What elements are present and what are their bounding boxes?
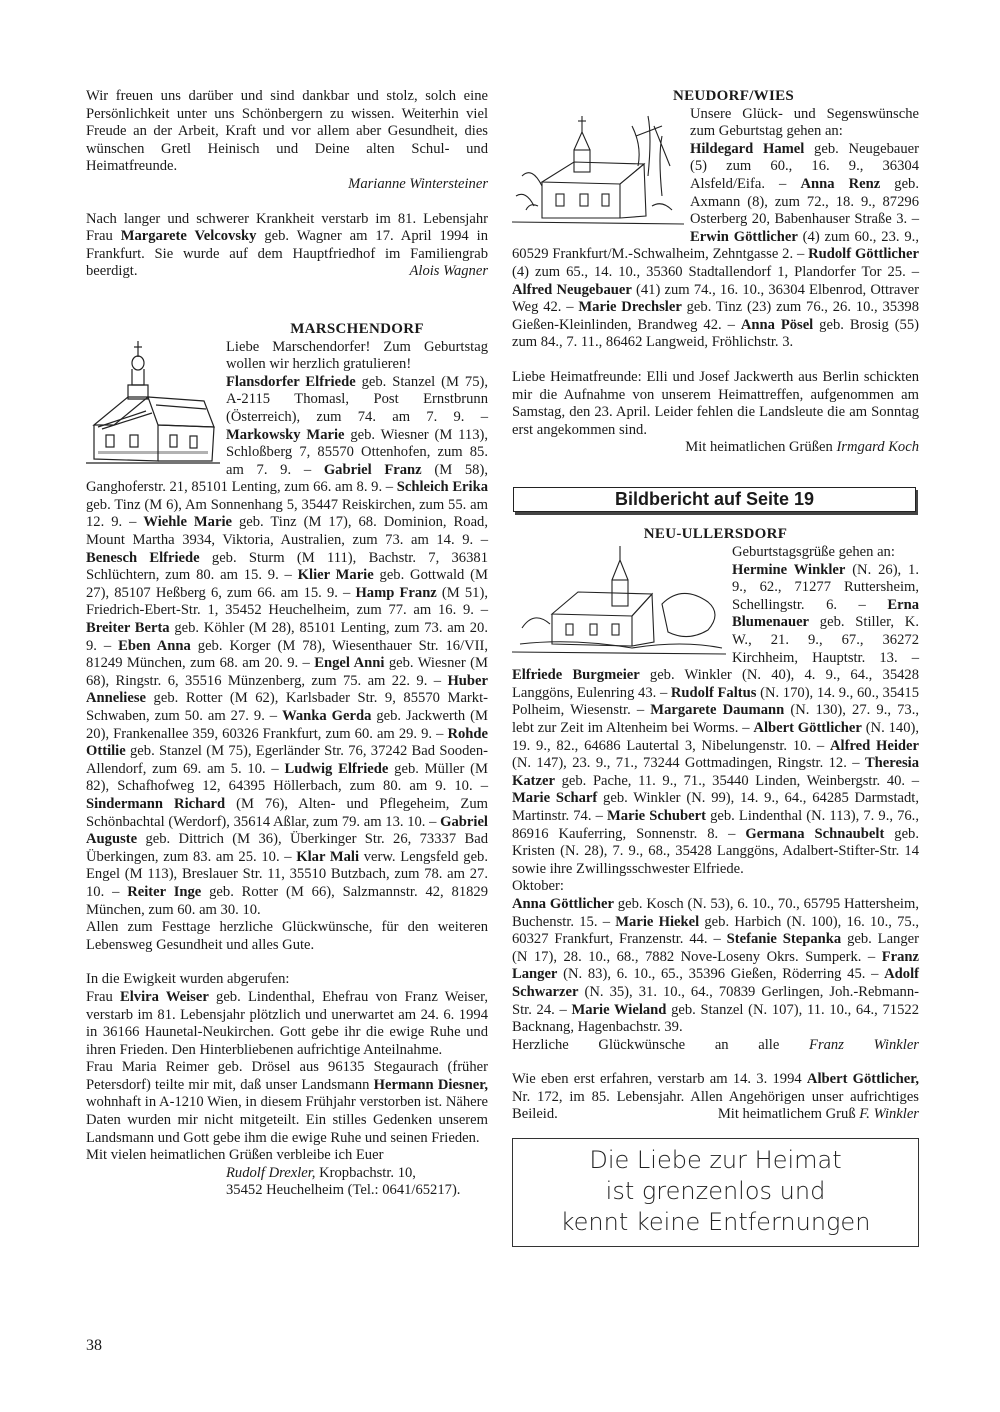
entry-details: geb. Gottwald (M 27), 85107 Heßberg 6, zum 66. am 15. 9. –: [86, 567, 488, 601]
entry-details: geb. Brosig (55) zum 84., 7. 11., 86462 Langweid, Fröhlichstr. 3.: [512, 316, 920, 351]
village-church-illustration-icon: [512, 106, 684, 230]
left-column: [86, 88, 488, 1200]
entry-details: (N. 83), 6. 10., 65., 35396 Gießen, Röderring 45. –: [557, 966, 885, 983]
entry-name: Elfriede Burgmeier: [512, 667, 640, 684]
obituary-weiser: Frau Elvira Weiser geb. Lindenthal, Ehefrau von Franz Weiser, verstarb im 81. Lebensjahr plötzlich und unerwartet am 24. 6. 1994 in 36166 Haunetal-Neukirchen. Gott gebe ihr die ewige Ruhe und ihren Frieden. Den Hinterbliebenen aufrichtige Anteilnahme.: [86, 988, 488, 1058]
entry-details: geb. Pache, 11. 9., 71., 35440 Linden, Weinbergstr. 40. –: [554, 772, 919, 789]
entry-details: (M 51), Friedrich-Ebert-Str. 1, 35452 Heuchelheim, zum 77. am 16. 9. –: [86, 584, 488, 619]
entry-details: geb. Köhler (M 28), 85101 Lenting, zum 73. am 20. 9. –: [86, 620, 488, 654]
entry-details: geb. Tinz (M 6), Am Sonnenhang 5, 35447 Reiskirchen, zum 55. am 12. 9. –: [86, 496, 488, 531]
motto-line-2: ist grenzenlos und: [605, 1177, 826, 1206]
entry-name: Markowsky Marie: [226, 426, 345, 443]
entry-details: (N. 147), 23. 9., 71., 73244 Gottmadingen, Ringstr. 12. –: [512, 755, 865, 772]
entry-details: geb. Lindenthal (N. 113), 7. 9., 76., 86916 Kauferring, Sonnenstr. 8. –: [512, 807, 919, 842]
jackwerth-note: Liebe Heimatfreunde: Elli und Josef Jackwerth aus Berlin schickten mir die Aufnahme von unserem Heimattreffen, aufgenommen am Samstag, den 23. April. Leider fehlen die Landsleute die am Sonntag erst angekommen sind.: [512, 368, 919, 438]
entry-details: geb. Dittrich (M 36), Überkinger Str. 26, 73337 Bad Überkingen, zum 83. am 25. 10. –: [86, 831, 488, 865]
entry-name: Theresia Katzer: [512, 755, 919, 789]
obituary-velcovsky: Nach langer und schwerer Krankheit verstarb im 81. Lebensjahr Frau Margarete Velcovsky geb. Wagner am 17. April 1994 in Frankfurt. Sie wurde auf dem Hauptfriedhof im Familiengrab beerdigt.: [86, 210, 488, 280]
entry-details: geb. Rotter (M 62), Karlsbader Str. 9, 85570 Markt-Schwaben, zum 50. am 27. 9. –: [86, 690, 488, 724]
entry-details: (N. 140), 19. 9., 82., 64686 Lautertal 3, Nibelungenstr. 10. –: [512, 720, 919, 754]
marschendorf-section: [86, 339, 488, 920]
entry-name: Hildegard Hamel: [690, 140, 805, 157]
marschendorf-wish: Allen zum Festtage herzliche Glückwünsche, für den weiteren Lebensweg Gesundheit und alles Gute.: [86, 919, 488, 953]
entry-details: geb. Kosch (N. 53), 6. 10., 70., 65795 Hattersheim, Buchenstr. 15. –: [512, 895, 919, 930]
entry-details: geb. Axmann (8), zum 72., 18. 9., 87296 Osterberg 20, Babenhauser Straße 3. –: [690, 175, 920, 228]
motto-line-1: Die Liebe zur Heimat: [589, 1146, 842, 1175]
entry-name: Margarete Daumann: [650, 702, 785, 719]
neu-ullersdorf-heading: NEU-ULLERSDORF: [643, 526, 788, 543]
entry-name: Hamp Franz: [355, 584, 437, 601]
entry-name: Rudolf Faltus: [670, 684, 757, 701]
entry-name: Klier Marie: [297, 567, 374, 584]
entry-name: Erwin Göttlicher: [690, 228, 798, 245]
entry-details: geb. Korger (M 78), Wiesenthauer Str. 16/VII, 81249 München, zum 68. am 20. 9. –: [86, 637, 489, 672]
neudorf-section: [512, 106, 919, 352]
neudorf-intro: Unsere Glück- und Segenswünsche zum Geburtstag gehen an:: [690, 105, 919, 140]
entry-name: Klar Mali: [296, 848, 360, 865]
motto-box: [512, 1138, 919, 1247]
entry-name: Germana Schnaubelt: [745, 825, 885, 842]
entry-details: geb. Sturm (M 111), Bachstr. 7, 36381 Schlüchtern, zum 80. am 15. 9. –: [86, 549, 488, 584]
entry-name: Huber Anneliese: [86, 672, 488, 707]
neu-ullersdorf-section: [512, 544, 919, 878]
entry-details: geb. Stanzel (M 75), Egerländer Str. 76, 37242 Bad Sooden-Allendorf, zum 69. am 5. 10. –: [86, 743, 488, 777]
page-number: 38: [86, 1337, 102, 1354]
entry-name: Hermine Winkler: [732, 561, 846, 578]
entry-details: geb. Winkler (N. 99), 14. 9., 64., 64285 Darmstadt, Martinstr. 74. –: [512, 790, 919, 824]
entry-name: Marie Hiekel: [615, 913, 700, 930]
entry-details: geb. Müller (M 82), Schafhofweg 12, 64395 Höllerbach, zum 80. am 9. 10. –: [86, 760, 488, 795]
bildbericht-banner: Bildbericht auf Seite 19: [513, 487, 916, 513]
ewigkeit-title: In die Ewigkeit wurden abgerufen:: [86, 971, 290, 988]
entry-name: Wiehle Marie: [143, 514, 232, 531]
entry-name: Marie Schubert: [607, 807, 706, 824]
entry-name: Anna Pösel: [740, 316, 814, 333]
entry-name: Alfred Neugebauer: [512, 281, 632, 298]
entry-name: Benesch Elfriede: [86, 549, 200, 566]
entry-name: Rohde Ottilie: [86, 725, 488, 760]
church-illustration-icon: [86, 339, 220, 467]
entry-name: Anna Renz: [800, 175, 881, 192]
entry-details: geb. Harbich (N. 100), 16. 10., 75., 60327 Frankfurt, Franzenstr. 44. –: [512, 913, 919, 948]
entry-details: (N. 170), 14. 9., 60., 35415 Polheim, Wiesenstr. –: [512, 684, 920, 719]
closing-address: 35452 Heuchelheim (Tel.: 0641/65217).: [226, 1182, 461, 1199]
entry-name: Flansdorfer Elfriede: [226, 373, 356, 390]
entry-details: geb. Tinz (M 17), 68. Dominion, Road, Mount Martha 3934, Viktoria, Australien, zum 73. am 14. 9. –: [86, 514, 488, 549]
entry-details: geb. Wiesner (M 68), Ringstr. 6, 35516 Münzenberg, zum 75. am 22. 9. –: [86, 655, 488, 689]
entry-details: geb. Stanzel (N. 107), 11. 10., 64., 71522 Backnang, Hagenbachstr. 39.: [512, 1001, 919, 1036]
entry-name: Wanka Gerda: [282, 708, 372, 724]
signature-wagner: Alois Wagner: [409, 263, 488, 280]
entry-name: Gabriel Franz: [323, 461, 422, 478]
entry-name: Albert Göttlicher: [753, 720, 862, 736]
entry-name: Schleich Erika: [396, 479, 488, 496]
marschendorf-intro: Liebe Marschendorfer! Zum Geburtstag wollen wir herzlich gratulieren!: [226, 338, 488, 373]
entry-details: (N. 26), 1. 9., 62., 71277 Ruttersheim, Schellingstr. 6. –: [732, 561, 920, 613]
entry-details: (41) zum 74., 16. 10., 36304 Elbenrod, Ottraver Weg 42. –: [512, 281, 919, 316]
closing-line: Mit vielen heimatlichen Grüßen verbleibe ich Euer: [86, 1147, 384, 1164]
entry-details: geb. Neugebauer (5) zum 60., 16. 9., 36304 Alsfeld/Eifa. –: [690, 140, 919, 192]
entry-details: (N. 35), 31. 10., 64., 70839 Gerlingen, Joh.-Rebmann-Str. 24. –: [512, 983, 919, 1018]
koch-signature: Mit heimatlichen Grüßen Irmgard Koch: [685, 439, 919, 456]
nu-wish: Herzliche Glückwünsche an alle Franz Winkler: [512, 1036, 919, 1053]
entry-details: geb. Wiesner (M 113), Schloßberg 7, 85570 Ottenhofen, zum 85. am 7. 9. –: [226, 426, 489, 478]
closing-signature: Rudolf Drexler, Kropbachstr. 10,: [226, 1164, 416, 1181]
entry-details: geb. Rotter (M 66), Salzmannstr. 42, 81829 München, zum 60. am 30. 10.: [86, 883, 489, 918]
oktober-list: [512, 896, 919, 1037]
oktober-label: Oktober:: [512, 878, 564, 895]
late-obituary: Wie eben erst erfahren, verstarb am 14. 3. 1994 Albert Göttlicher, Nr. 172, im 85. Lebensjahr. Allen Angehörigen unser aufrichtiges Beileid. Mit heimatlichem Gruß F. Winkler: [512, 1071, 919, 1123]
right-column: [512, 88, 919, 1247]
entry-name: Gabriel Auguste: [86, 813, 488, 848]
entry-name: Rudolf Göttlicher: [808, 246, 919, 263]
entry-name: Reiter Inge: [127, 883, 202, 900]
neudorf-heading: NEUDORF/WIES: [672, 88, 795, 104]
entry-details: (N. 130), 27. 9., 73., lebt zur Zeit im Altenheim bei Worms. –: [512, 702, 919, 736]
entry-name: Anna Göttlicher: [512, 895, 614, 912]
entry-name: Breiter Berta: [86, 620, 170, 637]
entry-name: Engel Anni: [314, 655, 385, 672]
entry-name: Adolf Schwarzer: [512, 966, 919, 1000]
entry-details: (M 76), Alten- und Pflegeheim, Zum Schönbachtal (Werdorf), 35614 Aßlar, zum 79. am 13. 10. –: [86, 795, 488, 830]
entry-details: geb. Stiller, K. W., 21. 9., 67., 36272 Kirchheim, Hauptstr. 13. –: [732, 614, 919, 666]
entry-details: (4) zum 65., 14. 10., 35360 Stadtallendorf 1, Plandorfer Tor 25. –: [512, 263, 919, 280]
entry-name: Stefanie Stepanka: [726, 931, 842, 948]
entry-name: Ludwig Elfriede: [284, 760, 389, 777]
entry-details: verw. Lengsfeld geb. Engel (M 113), Breslauer Str. 11, 35510 Butzbach, zum 78. am 27. 10. –: [86, 848, 489, 900]
signature-wintersteiner: Marianne Wintersteiner: [348, 175, 488, 192]
entry-name: Marie Scharf: [512, 790, 598, 807]
motto-line-3: kennt keine Entfernungen: [560, 1208, 871, 1237]
entry-name: Eben Anna: [118, 637, 191, 654]
entry-details: geb. Stanzel (M 75), A-2115 Thomasl, Post Ernstbrunn (Österreich), zum 74. am 7. 9. –: [226, 373, 488, 425]
entry-name: Sindermann Richard: [86, 795, 226, 812]
entry-name: Franz Langer: [512, 948, 919, 983]
entry-details: geb. Langer (N 17), 28. 10., 68., 7882 Nove-Loseny Okrs. Sumperk. –: [512, 931, 919, 965]
nu-intro: Geburtstagsgrüße gehen an:: [732, 544, 895, 561]
entry-details: geb. Winkler (N. 40), 4. 9., 64., 35428 Langgöns, Eulenring 43. –: [512, 667, 920, 701]
entry-name: Alfred Heider: [829, 737, 919, 754]
entry-name: Marie Wieland: [571, 1001, 667, 1018]
entry-details: geb. Kristen (N. 28), 7. 9., 68., 35428 Langgöns, Adalbert-Stifter-Str. 14 sowie ihre Zwillingsschwester Elfriede.: [512, 825, 919, 877]
entry-details: geb. Jackwerth (M 20), Frankenallee 359, 60326 Frankfurt, zum 60. am 29. 9. –: [86, 708, 489, 742]
marschendorf-heading: MARSCHENDORF: [290, 320, 424, 337]
entry-name: Erna Blumenauer: [732, 596, 919, 631]
obituary-diesner: Frau Maria Reimer geb. Drösel aus 96135 Stegaurach (früher Petersdorf) teilte mir mit, daß unser Landsmann Hermann Diesner, wohnhaft in A-1210 Wien, in diesem Frühjahr verstorben ist. Nähere Daten wurden mir nicht mitgeteilt. Ein stilles Gedenken unserem Landsmann und Gott gebe ihm die ewige Ruhe und seinen Frieden.: [86, 1059, 488, 1146]
entry-name: Marie Drechsler: [578, 299, 682, 316]
entry-details: (4) zum 60., 23. 9., 60529 Frankfurt/M.-Schwalheim, Zehntgasse 2. –: [512, 228, 919, 263]
ullersdorf-church-illustration-icon: [512, 544, 726, 664]
entry-details: (M 58), Ganghoferstr. 21, 85101 Lenting, zum 66. am 8. 9. –: [86, 461, 488, 496]
tribute-paragraph: Wir freuen uns darüber und sind dankbar und stolz, solch eine Persönlichkeit unter uns Schönbergern zu wissen. Weiterhin viel Freude an der Arbeit, Kraft und vor allem aber Gesundheit, dies wünschen Gretl Heinisch und Deine alten Schul- und Heimatfreunde.: [86, 88, 488, 175]
entry-details: geb. Tinz (23) zum 76., 26. 10., 35398 Gießen-Kleinlinden, Brandweg 42. –: [512, 299, 919, 333]
